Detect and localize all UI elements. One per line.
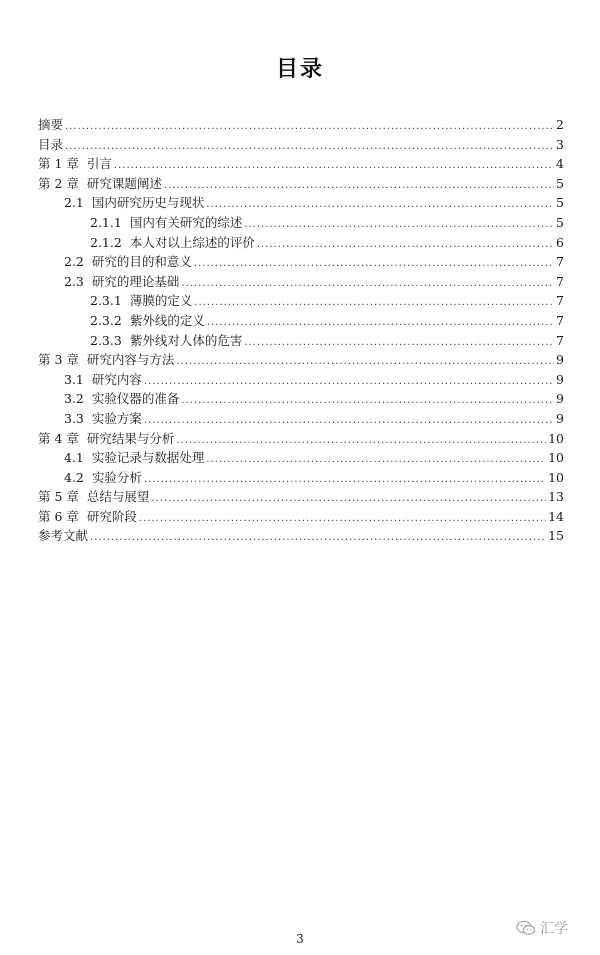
toc-entry-number: 2.3.3 [90,332,122,348]
toc-dot-leader [144,411,554,431]
toc-entry-label [64,409,142,429]
toc-dot-leader [206,195,554,215]
toc-dot-leader [144,372,554,392]
toc-entry-label [38,135,63,155]
toc-entry-title: 实验仪器的准备 [91,391,180,407]
toc-dot-leader [90,528,546,548]
toc-dot-leader [176,431,546,451]
toc-entry-page: 7 [556,254,564,270]
toc-entry-number: 3.2 [64,391,84,407]
toc-entry[interactable] [38,154,564,174]
toc-entry-label [90,291,192,311]
toc-entry-page: 5 [556,175,564,191]
toc-entry-label [38,487,149,507]
toc-entry-page: 10 [548,469,564,485]
toc-entry[interactable] [38,233,564,253]
toc-entry[interactable] [38,291,564,311]
toc-entry-page: 10 [548,450,564,466]
toc-entry[interactable] [38,350,564,370]
toc-entry-title: 薄膜的定义 [129,293,193,309]
toc-entry-label [64,252,192,272]
toc-entry-number: 4.2 [64,469,84,485]
toc-dot-leader [139,509,546,529]
watermark [516,918,568,938]
toc-entry-number: 2.2 [64,254,84,270]
toc-entry-title: 国内有关研究的综述 [129,214,243,230]
toc-entry-page: 14 [548,508,564,524]
toc-entry-title: 引言 [86,156,112,172]
toc-entry-number: 2.3.1 [90,293,122,309]
toc-entry[interactable] [38,370,564,390]
toc-dot-leader [114,156,554,176]
toc-entry[interactable] [38,174,564,194]
toc-entry-page: 4 [556,156,564,172]
toc-entry-label [64,468,142,488]
toc-entry-label [64,448,204,468]
toc-entry-label [90,311,205,331]
toc-entry-number: 2.1.2 [90,234,122,250]
toc-entry-page: 3 [556,136,564,152]
wechat-icon [516,920,536,936]
toc-entry-number: 第 3 章 [38,352,79,368]
toc-entry-number: 第 1 章 [38,156,79,172]
toc-entry-label [38,154,112,174]
toc-entry-title: 研究内容与方法 [86,352,175,368]
toc-entry-label [38,174,162,194]
toc-entry-title: 研究课题阐述 [86,175,162,191]
toc-entry-number: 3.1 [64,371,84,387]
toc-dot-leader [194,254,554,274]
toc-dot-leader [164,176,554,196]
toc-entry-label [90,233,255,253]
toc-dot-leader [244,333,554,353]
toc-entry-number: 4.1 [64,450,84,466]
toc-entry-title: 本人对以上综述的评价 [129,234,255,250]
toc-dot-leader [65,137,554,157]
toc-entry[interactable] [38,331,564,351]
toc-entry-label [38,350,174,370]
toc-entry-number: 2.3 [64,273,84,289]
toc-entry-page: 10 [548,430,564,446]
toc-entry-label [90,331,242,351]
toc-dot-leader [65,117,554,137]
toc-entry-page: 7 [556,293,564,309]
toc-entry-title: 紫外线的定义 [129,312,205,328]
toc-dot-leader [176,352,554,372]
toc-entry-title: 紫外线对人体的危害 [129,332,243,348]
toc-entry-title: 研究的理论基础 [91,273,180,289]
toc-entry-number: 3.3 [64,410,84,426]
toc-entry[interactable] [38,507,564,527]
toc-dot-leader [257,235,554,255]
toc-entry-label [64,389,179,409]
toc-entry-number: 2.3.2 [90,312,122,328]
toc-entry-page: 7 [556,332,564,348]
toc-entry-title: 研究的目的和意义 [91,254,192,270]
toc-entry-page: 9 [556,371,564,387]
toc-entry-title: 国内研究历史与现状 [91,195,205,211]
toc-entry[interactable] [38,487,564,507]
toc-entry-number: 第 6 章 [38,508,79,524]
toc-entry-label [90,213,242,233]
toc-dot-leader [206,450,546,470]
toc-entry[interactable] [38,389,564,409]
toc-dot-leader [207,313,554,333]
toc-entry[interactable] [38,468,564,488]
toc-entry-title: 目录 [38,136,64,152]
toc-dot-leader [244,215,554,235]
toc-entry-label [64,272,179,292]
toc-entry-title: 实验记录与数据处理 [91,450,205,466]
toc-entry[interactable] [38,135,564,155]
page-title: 目录 [275,57,324,82]
toc-entry-title: 实验分析 [91,469,142,485]
toc-entry-title: 摘要 [38,117,64,132]
toc-entry-title: 研究结果与分析 [86,430,175,446]
toc-entry[interactable] [38,213,564,233]
toc-entry-page: 15 [548,528,564,544]
toc-dot-leader [181,391,554,411]
toc-entry[interactable] [38,193,564,213]
toc-entry-page: 2 [556,117,564,132]
toc-entry[interactable] [38,252,564,272]
toc-entry-title: 研究内容 [91,371,142,387]
toc-entry[interactable] [38,311,564,331]
toc-entry-page: 6 [556,234,564,250]
toc-entry-label [38,526,88,546]
table-of-contents [38,115,564,546]
toc-entry-page: 13 [548,489,564,505]
toc-entry-number: 第 4 章 [38,430,79,446]
toc-entry-number: 第 2 章 [38,175,79,191]
toc-entry-title: 研究阶段 [86,508,137,524]
toc-entry[interactable] [38,409,564,429]
toc-dot-leader [181,274,554,294]
watermark-text: 汇学 [540,921,568,937]
toc-dot-leader [194,293,554,313]
toc-entry-page: 9 [556,410,564,426]
toc-entry-page: 5 [556,195,564,211]
toc-entry-title: 实验方案 [91,410,142,426]
toc-entry-page: 7 [556,273,564,289]
toc-entry[interactable] [38,526,564,546]
toc-dot-leader [151,489,546,509]
toc-entry-number: 2.1.1 [90,214,122,230]
page-number: 3 [296,932,304,946]
toc-dot-leader [144,470,546,490]
toc-entry-title: 参考文献 [38,528,89,544]
toc-entry-number: 第 5 章 [38,489,79,505]
toc-entry-page: 9 [556,352,564,368]
toc-entry[interactable] [38,429,564,449]
toc-entry[interactable] [38,448,564,468]
toc-entry[interactable] [38,115,564,135]
toc-entry-page: 5 [556,214,564,230]
toc-entry-label [38,115,63,135]
toc-entry-label [38,429,174,449]
toc-entry-label [64,193,204,213]
toc-entry-label [64,370,142,390]
toc-entry-label [38,507,137,527]
toc-entry-page: 7 [556,312,564,328]
toc-entry-title: 总结与展望 [86,489,150,505]
toc-entry[interactable] [38,272,564,292]
toc-entry-number: 2.1 [64,195,84,211]
toc-entry-page: 9 [556,391,564,407]
